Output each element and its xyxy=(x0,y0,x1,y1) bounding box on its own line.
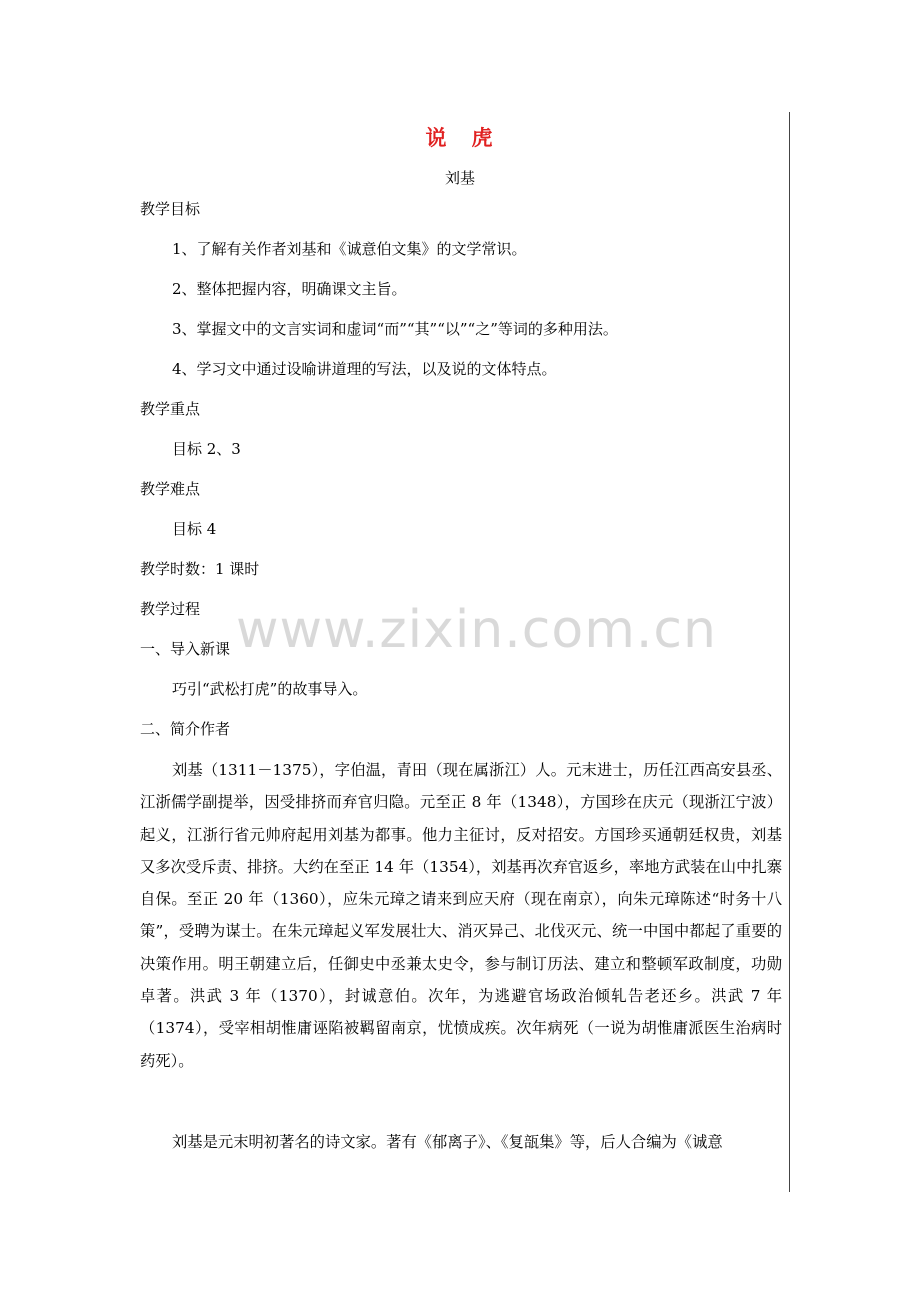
key-points-text: 目标 2、3 xyxy=(172,440,241,458)
author-biography: 刘基（1311－1375），字伯温，青田（现在属浙江）人。元末进士，历任江西高安县丞、江浙儒学副提举，因受排挤而弃官归隐。元至正 8 年（1348），方国珍在庆元（现浙江宁波）起义，江浙行省元帅府起用刘基为都事。他力主征讨，反对招安。方国珍买通朝廷权贵，刘基又多次受斥责、排挤。大约在至正 14 年（1354），刘基再次弃官返乡，率地方武装在山中扎寨自保。至正 20 年（1360），应朱元璋之请来到应天府（现在南京），向朱元璋陈述“时务十八策”，受聘为谋士。在朱元璋起义军发展壮大、消灭异己、北伐灭元、统一中国中都起了重要的决策作用。明王朝建立后，任御史中丞兼太史令，参与制订历法、建立和整顿军政制度，功勋卓著。洪武 3 年（1370），封诚意伯。次年，为逃避官场政治倾轧告老还乡。洪武 7 年（1374），受宰相胡惟庸诬陷被羁留南京，忧愤成疾。次年病死（一说为胡惟庸派医生治病时药死）。 xyxy=(140,761,782,1070)
objective-item: 1、了解有关作者刘基和《诚意伯文集》的文学常识。 xyxy=(172,240,527,258)
section-body: 巧引“武松打虎”的故事导入。 xyxy=(172,680,368,698)
page-margin-line xyxy=(789,112,790,1192)
objectives-heading: 教学目标 xyxy=(140,200,201,218)
objective-item: 4、学习文中通过设喻讲道理的写法，以及说的文体特点。 xyxy=(172,360,557,378)
section-heading: 二、简介作者 xyxy=(140,720,231,738)
teaching-hours: 教学时数：1 课时 xyxy=(140,560,260,578)
process-heading: 教学过程 xyxy=(140,600,201,618)
author-works-paragraph: 刘基是元末明初著名的诗文家。著有《郁离子》、《复瓿集》等，后人合编为《诚意 xyxy=(172,1133,723,1151)
difficulties-heading: 教学难点 xyxy=(140,480,201,498)
objective-item: 2、整体把握内容，明确课文主旨。 xyxy=(172,280,407,298)
watermark: www.zixin.com.cn xyxy=(236,600,717,660)
document-title: 说 虎 xyxy=(425,126,495,150)
objective-item: 3、掌握文中的文言实词和虚词“而”“其”“以”“之”等词的多种用法。 xyxy=(172,320,618,338)
difficulties-text: 目标 4 xyxy=(172,520,217,538)
author-name: 刘基 xyxy=(444,169,475,187)
section-heading: 一、导入新课 xyxy=(140,640,231,658)
key-points-heading: 教学重点 xyxy=(140,400,201,418)
